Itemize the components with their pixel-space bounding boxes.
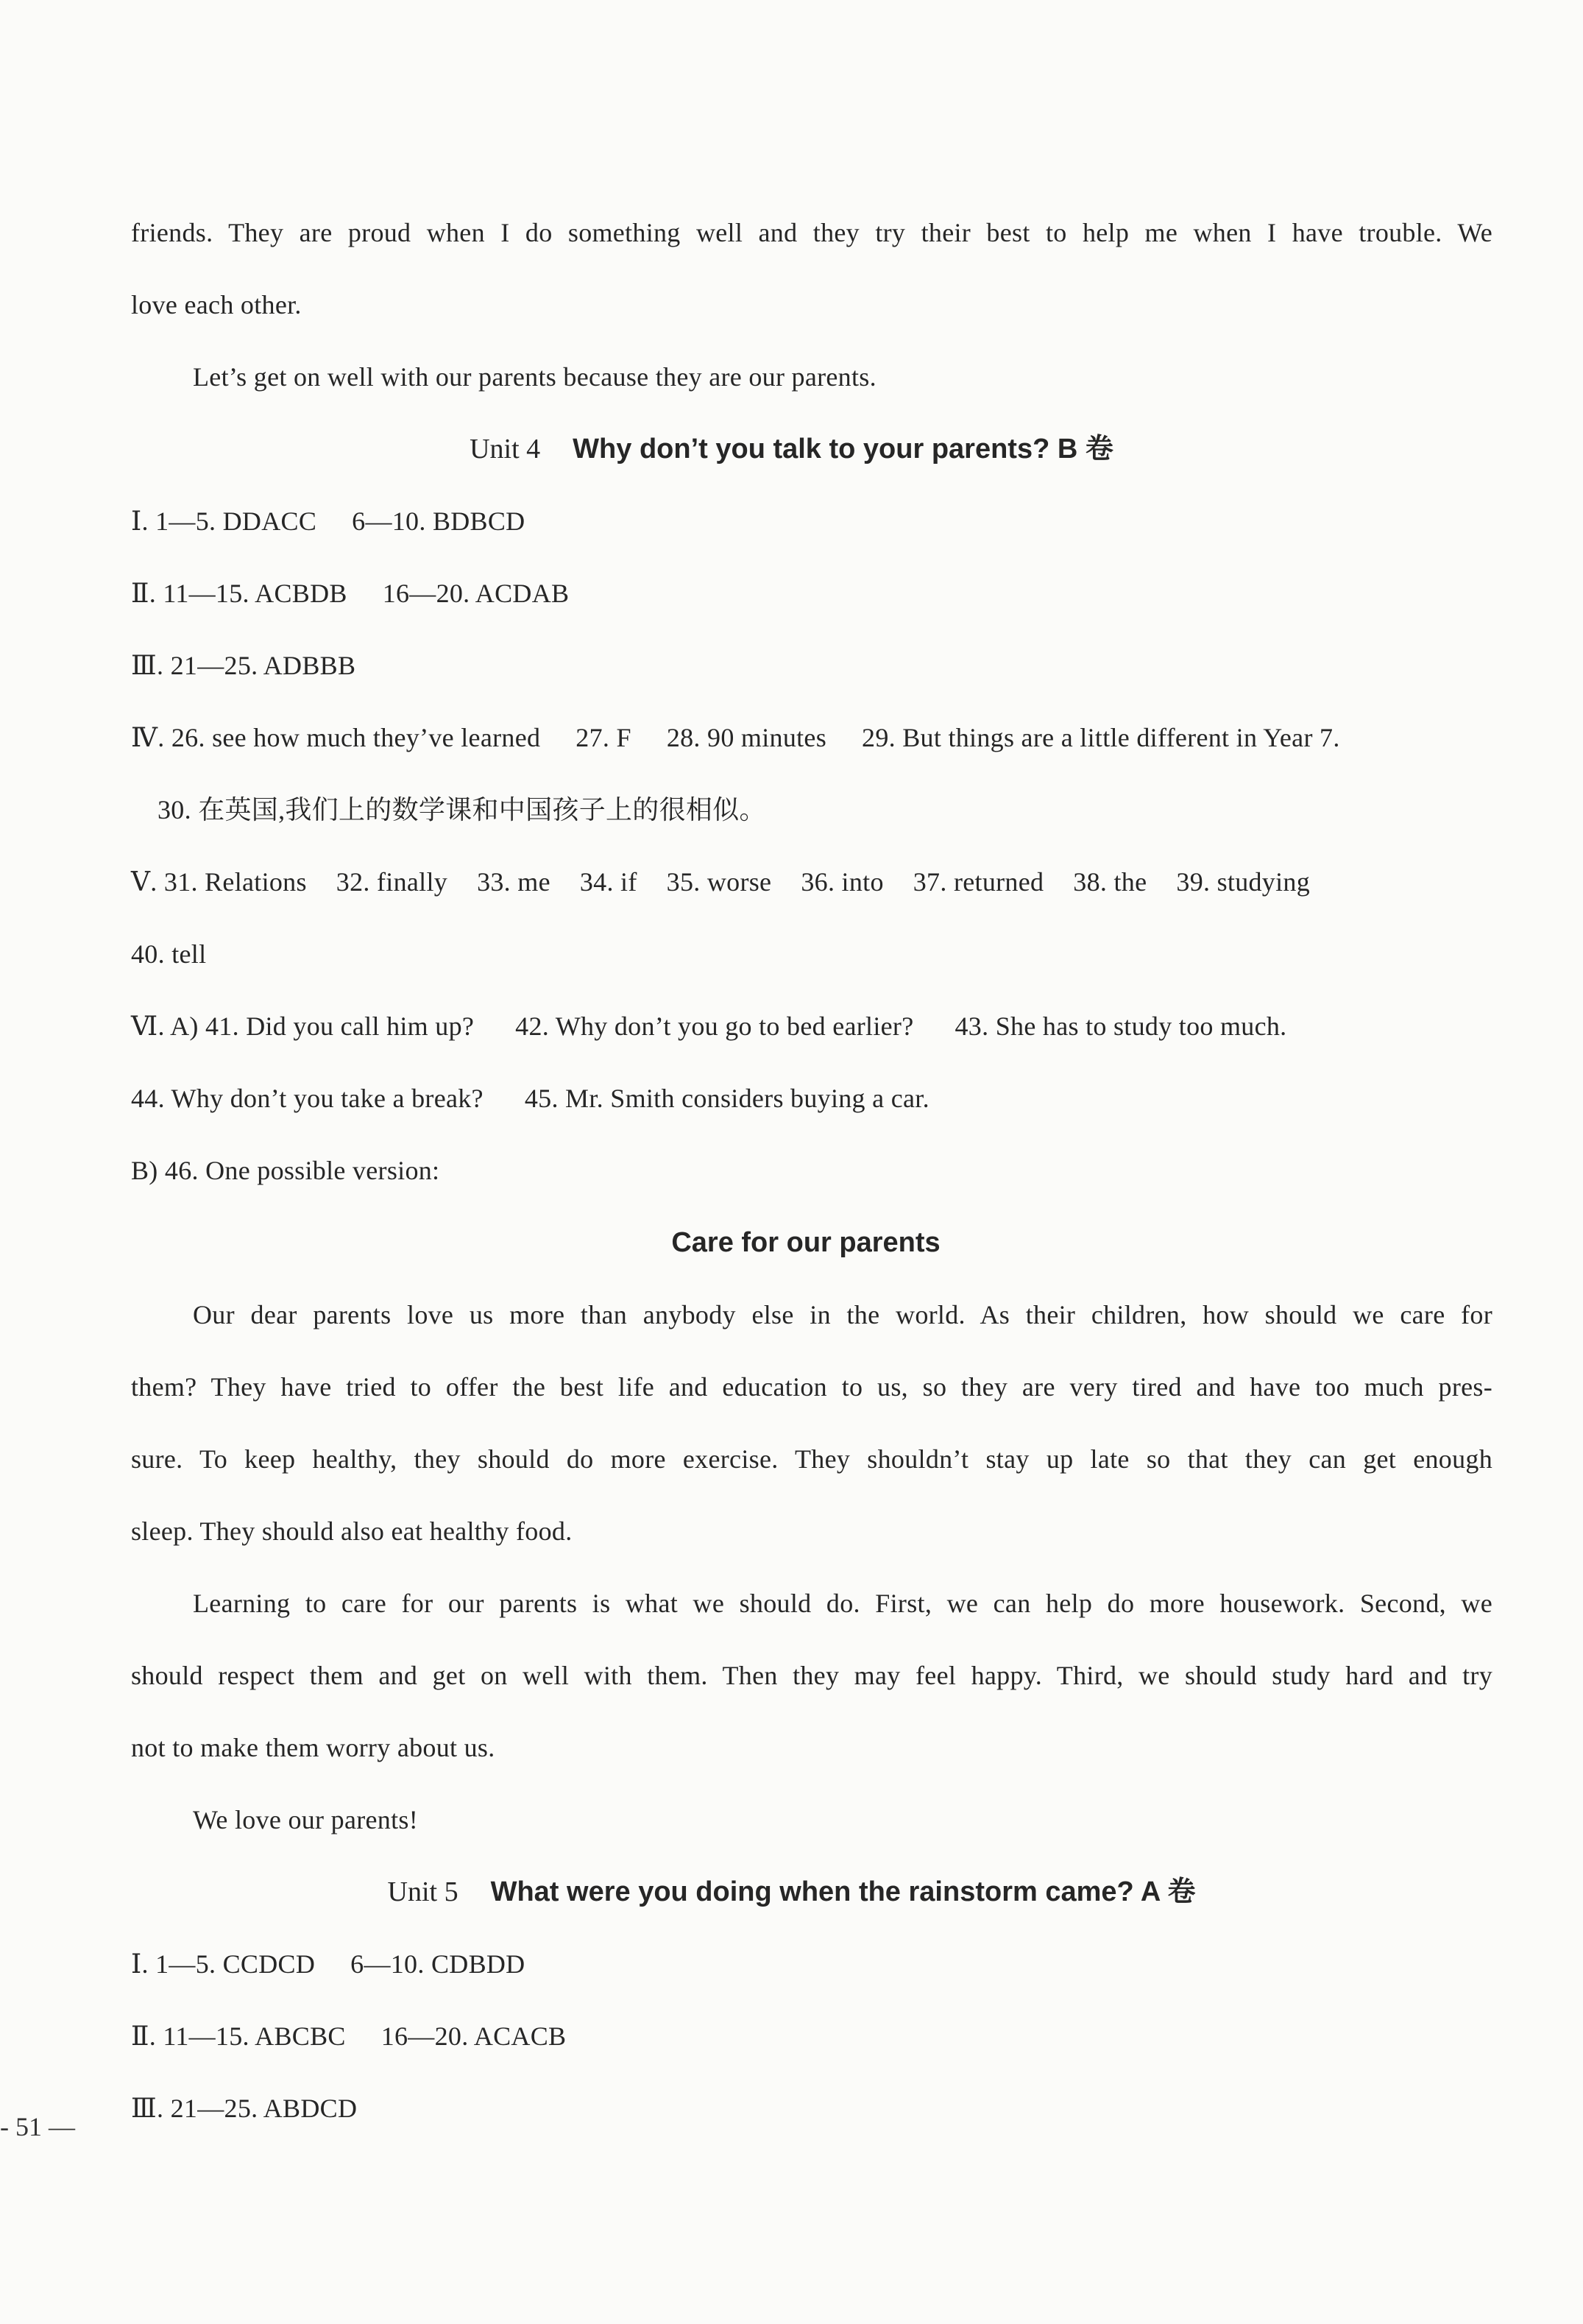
intro-line-1: friends. They are proud when I do something well and they try their best to help me when I have trouble. We (131, 218, 1492, 247)
unit4-ii-part-b: 16—20. ACDAB (382, 579, 570, 608)
unit4-section-iii (131, 648, 1492, 683)
unit5-section-iii (131, 2091, 1492, 2126)
unit4-vi-43: 43. She has to study too much. (955, 1011, 1287, 1041)
unit4-iv-27: 27. F (576, 723, 631, 752)
essay-p1-line-2: them? They have tried to offer the best life and education to us, so they are very tired and have too much pres- (131, 1372, 1492, 1402)
unit4-v-40: 40. tell (131, 939, 207, 969)
essay-title: Care for our parents (671, 1227, 941, 1258)
unit4-iv-26: Ⅳ. 26. see how much they’ve learned (131, 723, 541, 752)
unit4-section-ii (131, 576, 1492, 611)
unit4-iii-part-a: Ⅲ. 21—25. ADBBB (131, 651, 356, 680)
unit4-vi-45: 45. Mr. Smith considers buying a car. (524, 1084, 929, 1113)
unit4-v-32: 32. finally (336, 867, 448, 897)
unit5-i-part-b: 6—10. CDBDD (350, 1949, 525, 1979)
unit5-label: Unit 5 (387, 1876, 458, 1907)
unit4-section-iv (131, 720, 1492, 755)
unit5-title: What were you doing when the rainstorm came? A 卷 (490, 1876, 1196, 1907)
unit4-ii-part-a: Ⅱ. 11—15. ACBDB (131, 579, 347, 608)
unit4-i-part-a: Ⅰ. 1—5. DDACC (131, 506, 317, 536)
essay-p2-line-1: Learning to care for our parents is what we should do. First, we can help do more housework. Second, we (193, 1589, 1492, 1618)
essay-p3: We love our parents! (193, 1805, 418, 1834)
unit4-v-37: 37. returned (913, 867, 1044, 897)
unit4-label: Unit 4 (470, 434, 541, 465)
page-number: - 51 — (0, 2112, 75, 2141)
unit4-i-part-b: 6—10. BDBCD (352, 506, 525, 536)
unit4-v-35: 35. worse (666, 867, 772, 897)
essay-p2-line-2: should respect them and get on well with them. Then they may feel happy. Third, we should study hard and try (131, 1661, 1492, 1690)
unit4-v-39: 39. studying (1176, 867, 1311, 897)
unit4-section-v (131, 864, 1492, 900)
unit4-v-38: 38. the (1073, 867, 1147, 897)
unit4-v-33: 33. me (477, 867, 550, 897)
unit4-v-36: 36. into (801, 867, 884, 897)
unit4-v-31: Ⅴ. 31. Relations (131, 867, 307, 897)
essay-p1-line-1: Our dear parents love us more than anybody else in the world. As their children, how should we care for (193, 1300, 1492, 1329)
unit4-vi-42: 42. Why don’t you go to bed earlier? (515, 1011, 914, 1041)
essay-p1-line-4: sleep. They should also eat healthy food. (131, 1516, 573, 1546)
unit4-vi-46: B) 46. One possible version: (131, 1156, 440, 1185)
unit5-section-ii (131, 2019, 1492, 2054)
unit4-vi-row-2 (131, 1081, 1492, 1116)
unit5-heading (0, 1873, 1583, 1910)
intro-line-3: Let’s get on well with our parents because they are our parents. (193, 362, 877, 392)
intro-line-2: love each other. (131, 290, 302, 319)
unit5-i-part-a: Ⅰ. 1—5. CCDCD (131, 1949, 316, 1979)
unit4-iv-28: 28. 90 minutes (666, 723, 827, 752)
unit4-vi-41: Ⅵ. A) 41. Did you call him up? (131, 1011, 475, 1041)
unit4-iv-29: 29. But things are a little different in Year 7. (862, 723, 1340, 752)
essay-p1-line-3: sure. To keep healthy, they should do more exercise. They shouldn’t stay up late so that they can get enough (131, 1444, 1492, 1474)
unit5-ii-part-b: 16—20. ACACB (380, 2021, 567, 2051)
unit4-vi-44: 44. Why don’t you take a break? (131, 1084, 484, 1113)
unit5-section-i (131, 1946, 1492, 1982)
unit4-heading (0, 431, 1583, 467)
unit4-v-34: 34. if (579, 867, 637, 897)
unit4-section-i (131, 504, 1492, 539)
unit4-title: Why don’t you talk to your parents? B 卷 (573, 434, 1113, 465)
unit5-iii-part-a: Ⅲ. 21—25. ABDCD (131, 2094, 358, 2123)
unit4-section-vi (131, 1009, 1492, 1044)
essay-p2-line-3: not to make them worry about us. (131, 1733, 495, 1762)
unit5-ii-part-a: Ⅱ. 11—15. ABCBC (131, 2021, 346, 2051)
unit4-iv-30: 30. 在英国,我们上的数学课和中国孩子上的很相似。 (157, 795, 766, 824)
